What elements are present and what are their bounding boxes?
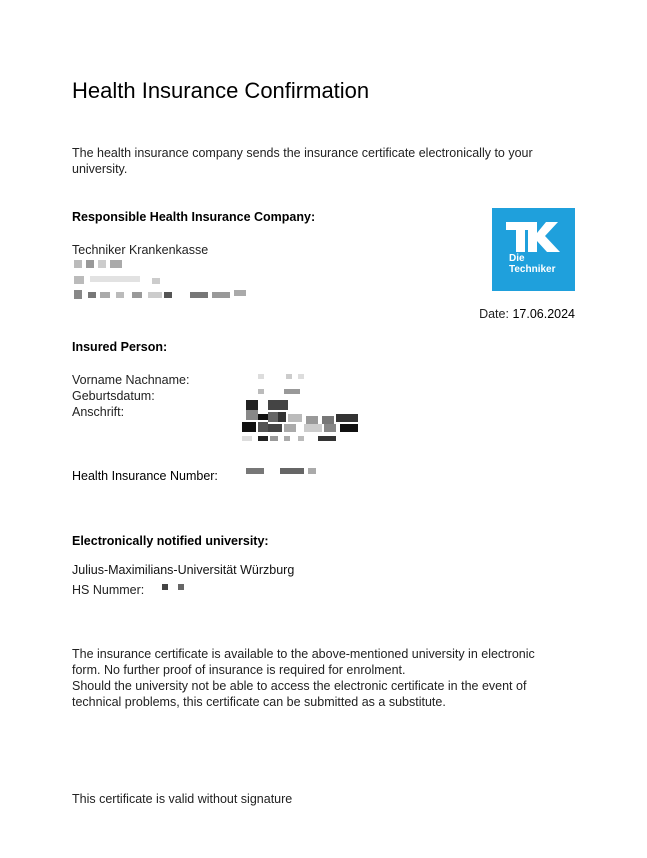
intro-text: The health insurance company sends the insurance certificate electronically to your university. — [72, 146, 533, 176]
tk-logo-mark-icon — [506, 222, 560, 252]
company-heading: Responsible Health Insurance Company: — [72, 210, 316, 224]
footer-text: This certificate is valid without signature — [72, 792, 293, 806]
hs-number-label: HS Nummer: — [72, 583, 145, 597]
insured-heading: Insured Person: — [72, 340, 168, 354]
date-label: Date: — [479, 307, 509, 321]
insurance-number-label: Health Insurance Number: — [72, 469, 218, 483]
university-heading: Electronically notified university: — [72, 534, 269, 548]
university-name: Julius-Maximilians-Universität Würzburg — [72, 563, 295, 577]
company-name: Techniker Krankenkasse — [72, 243, 209, 257]
address-label: Anschrift: — [72, 405, 125, 419]
page-title: Health Insurance Confirmation — [72, 78, 370, 103]
birth-label: Geburtsdatum: — [72, 389, 155, 403]
techniker-logo — [492, 208, 575, 291]
date — [479, 307, 575, 321]
name-label: Vorname Nachname: — [72, 373, 190, 387]
redacted-insurance-number — [246, 468, 326, 476]
closing-paragraph-1: The insurance certificate is available to the above-mentioned university in electronic form. No further proof of insurance is required for enrolment. — [72, 647, 535, 677]
closing-paragraph-2: Should the university not be able to access the electronic certificate in the event of technical problems, this certificate can be submitted as a substitute. — [72, 679, 527, 709]
date-value: 17.06.2024 — [512, 307, 575, 321]
logo-text: Die Techniker — [509, 253, 556, 275]
redacted-personal-data — [230, 372, 370, 452]
redacted-hs-number — [162, 584, 192, 592]
redacted-company-address — [72, 258, 252, 302]
